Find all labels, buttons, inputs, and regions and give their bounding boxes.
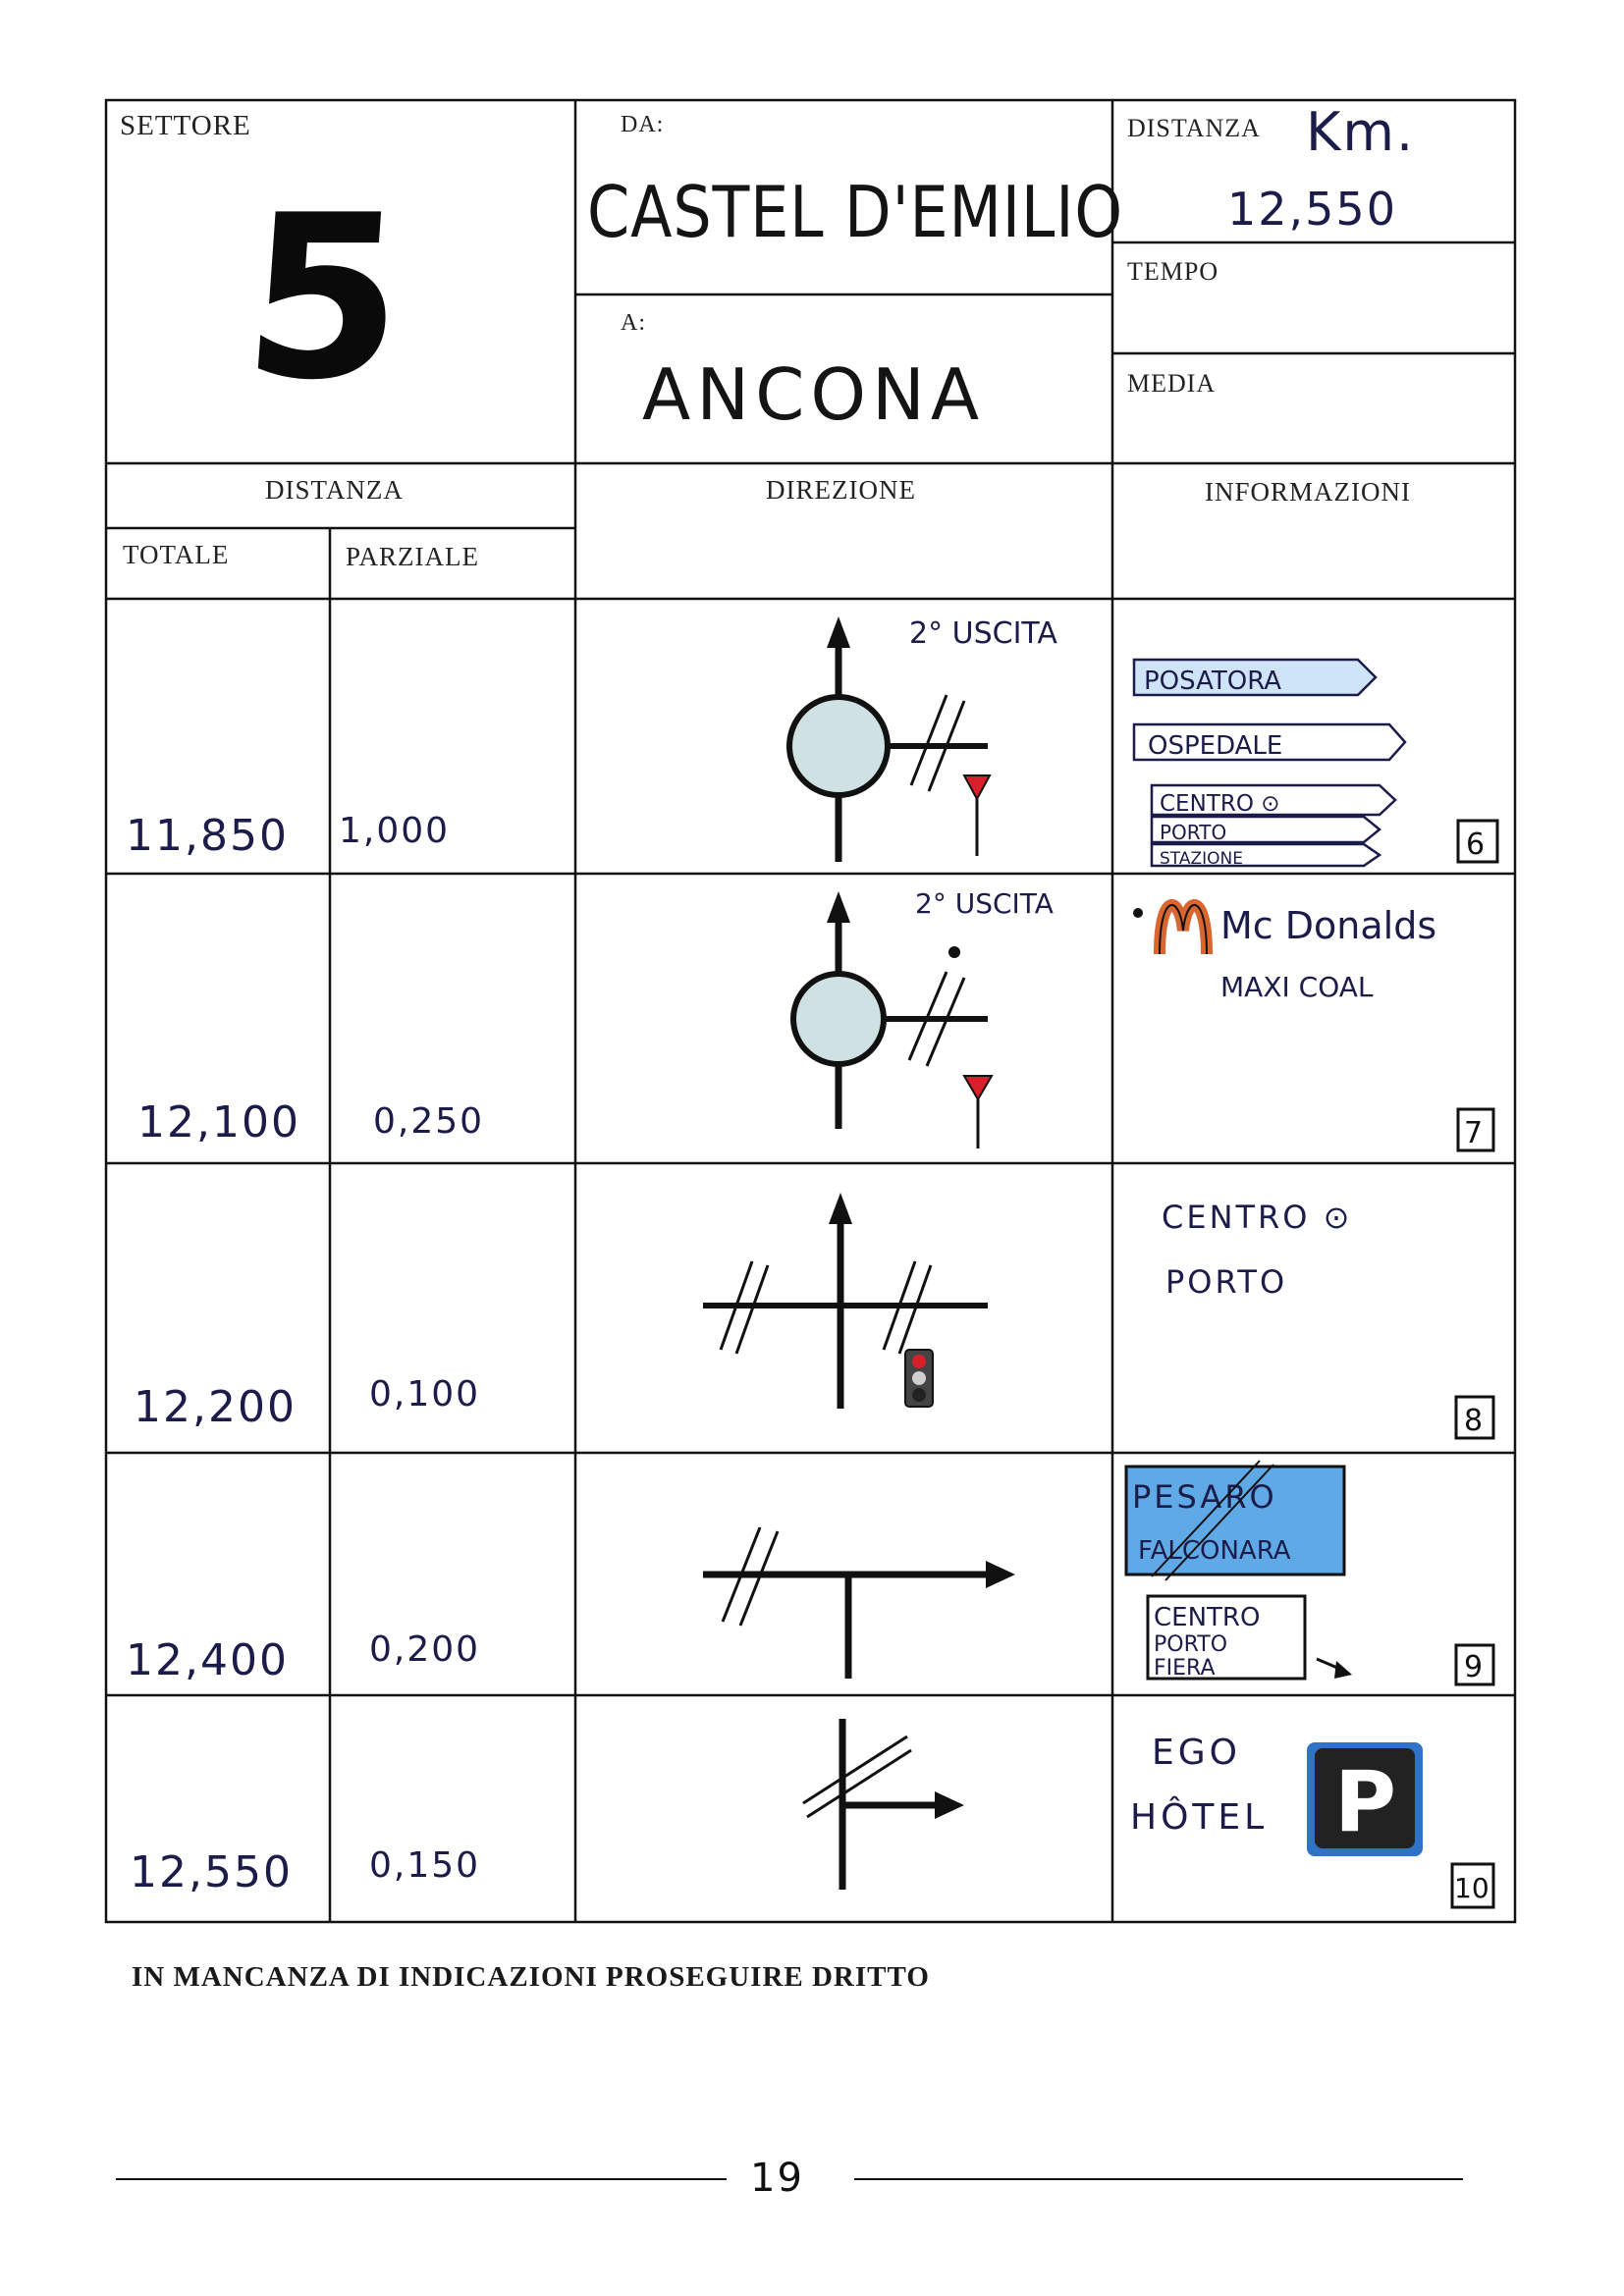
row-3-index: 8 — [1464, 1404, 1484, 1438]
row-4-info — [1112, 1453, 1515, 1695]
row-1-sign-5: STAZIONE — [1160, 849, 1243, 869]
row-1-sign-2: OSPEDALE — [1148, 731, 1283, 761]
row-4-sign-4: PORTO — [1154, 1632, 1228, 1657]
row-3-info-line-1: CENTRO ⊙ — [1162, 1199, 1353, 1236]
to-location: ANCONA — [642, 353, 986, 436]
da-label: DA: — [621, 112, 665, 137]
row-4-sign-1: PESARO — [1132, 1478, 1277, 1516]
row-2-totale: 12,100 — [137, 1097, 300, 1148]
col-totale: TOTALE — [123, 540, 230, 569]
col-distanza: DISTANZA — [265, 475, 404, 505]
row-5-parziale: 0,150 — [369, 1845, 481, 1886]
row-1-sign-1: POSATORA — [1144, 667, 1282, 696]
row-2-parziale: 0,250 — [373, 1101, 485, 1142]
row-1-exit-label: 2° USCITA — [909, 616, 1057, 651]
row-3-info — [1112, 1163, 1515, 1453]
parking-sign-icon — [1307, 1742, 1423, 1856]
a-label: A: — [621, 310, 646, 336]
row-4-sign-3: CENTRO — [1154, 1603, 1261, 1632]
row-5-totale: 12,550 — [130, 1847, 293, 1897]
row-1-sign-3: CENTRO ⊙ — [1160, 791, 1280, 817]
settore-number: 5 — [236, 168, 412, 430]
footer-note: IN MANCANZA DI INDICAZIONI PROSEGUIRE DRITTO — [132, 1961, 930, 1993]
row-3-diagram — [575, 1163, 1112, 1453]
row-4-totale: 12,400 — [126, 1635, 289, 1685]
from-location: CASTEL D'EMILIO — [587, 171, 1123, 253]
row-5-diagram — [575, 1695, 1112, 1922]
row-3-totale: 12,200 — [134, 1382, 297, 1432]
row-4-sign-2: FALCONARA — [1138, 1536, 1291, 1566]
col-parziale: PARZIALE — [346, 542, 480, 571]
row-4-index: 9 — [1464, 1650, 1484, 1684]
yield-sign-icon — [964, 1076, 992, 1099]
row-4-parziale: 0,200 — [369, 1629, 481, 1670]
parking-letter: P — [1334, 1753, 1397, 1851]
row-2-info-text: MAXI COAL — [1220, 971, 1374, 1003]
row-2-diagram — [575, 874, 1112, 1163]
row-2-index: 7 — [1464, 1116, 1484, 1150]
row-1-info — [1112, 599, 1515, 874]
row-1-totale: 11,850 — [126, 811, 289, 861]
row-1-parziale: 1,000 — [339, 811, 451, 851]
mcdonalds-logo-icon — [1160, 905, 1207, 954]
row-5-index: 10 — [1454, 1872, 1489, 1904]
distance-value: 12,550 — [1227, 183, 1397, 236]
row-5-info-line-2: HÔTEL — [1130, 1797, 1269, 1838]
yield-sign-icon — [964, 775, 990, 799]
distance-unit: Km. — [1306, 101, 1416, 163]
traffic-light-icon — [905, 1350, 933, 1407]
row-1-index: 6 — [1466, 828, 1486, 862]
media-label: MEDIA — [1127, 369, 1217, 398]
row-1-sign-4: PORTO — [1160, 821, 1227, 844]
row-2-brand: Mc Donalds — [1220, 904, 1437, 947]
row-2-exit-label: 2° USCITA — [915, 887, 1054, 920]
settore-label: SETTORE — [120, 110, 251, 141]
row-5-info — [1112, 1695, 1515, 1922]
page-number: 19 — [750, 2156, 804, 2201]
row-3-parziale: 0,100 — [369, 1374, 481, 1415]
row-5-info-line-1: EGO — [1152, 1733, 1241, 1773]
roundabout-icon — [793, 974, 884, 1064]
col-direzione: DIREZIONE — [766, 475, 916, 505]
col-informazioni: INFORMAZIONI — [1205, 477, 1411, 507]
row-3-info-line-2: PORTO — [1165, 1263, 1288, 1301]
roundabout-icon — [789, 697, 888, 795]
tempo-label: TEMPO — [1127, 257, 1219, 286]
row-2-info — [1112, 874, 1515, 1163]
row-4-diagram — [575, 1453, 1112, 1695]
row-1-diagram — [575, 599, 1112, 874]
row-4-sign-5: FIERA — [1154, 1656, 1216, 1681]
distanza-label: DISTANZA — [1127, 114, 1261, 142]
